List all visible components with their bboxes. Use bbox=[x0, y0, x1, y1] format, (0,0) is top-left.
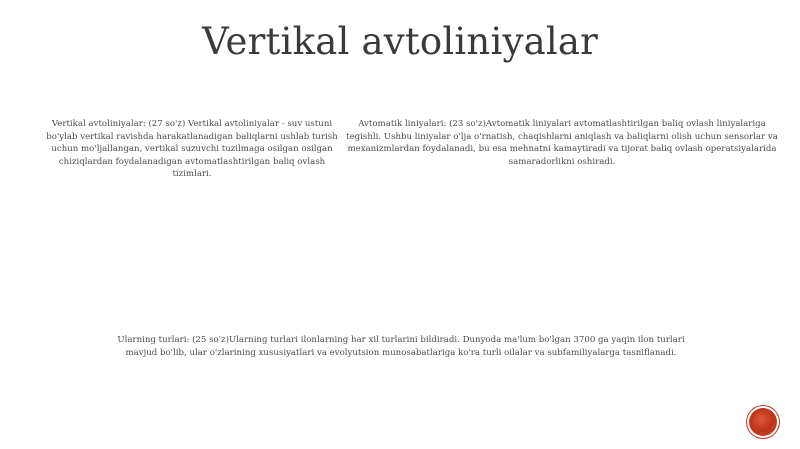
text-block-vertikal: Vertikal avtoliniyalar: (27 so'z) Vertikal avtoliniyalar - suv ustuni bo'ylab vertikal ravishda harakatlanadigan baliqlarni ushlab turish uchun mo'ljallangan, vertikal suzuvchi tuzilmaga osilgan osilgan chiziqlardan foydalanadigan avtomatlashtirilgan baliq ovlash tizimlari. bbox=[46, 119, 338, 180]
slide-title: Vertikal avtoliniyalar bbox=[201, 20, 599, 63]
next-slide-button[interactable] bbox=[749, 408, 777, 436]
red-circle-icon bbox=[753, 412, 773, 432]
text-block-turlari: Ularning turlari: (25 so'z)Ularning turlari ilonlarning har xil turlarini bildiradi. Dunyoda ma'lum bo'lgan 3700 ga yaqin ilon turlari mavjud bo'lib, ular o'zlarining xususiyatlari va evolyutsion munosabatlariga ko'ra turli oilalar va subfamiliyalarga tasniflanadi. bbox=[117, 335, 685, 358]
text-block-avtomatik: Avtomatik liniyalari: (23 so'z)Avtomatik liniyalari avtomatlashtirilgan baliq ovlash liniyalariga tegishli. Ushbu liniyalar o'lja o'rnatish, chaqishlarni aniqlash va baliqlarni olish uchun sensorlar va mexanizmlardan foydalanadi, bu esa mehnatni kamaytiradi va tijorat baliq ovlash operatsiyalarida samaradorlikni oshiradi. bbox=[346, 119, 778, 167]
